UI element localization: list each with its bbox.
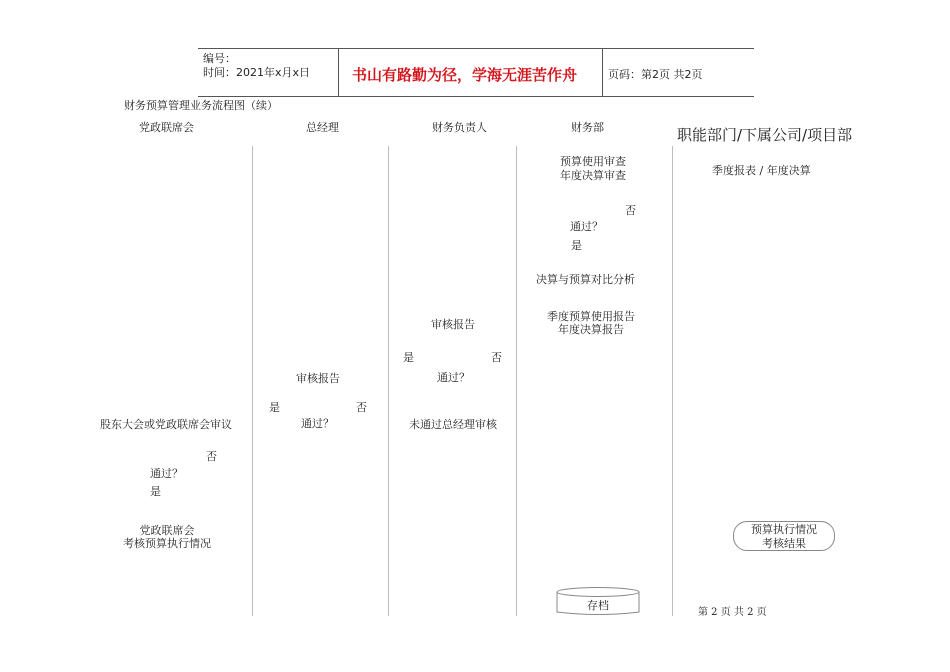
gm-no-label: 否	[356, 401, 367, 414]
archive-storage-symbol	[556, 586, 640, 618]
doc-time-label: 时间：2021年x月x日	[203, 66, 311, 79]
lane-header-finance-dept: 财务部	[571, 121, 604, 134]
page-number-label: 页码：第2页 共2页	[608, 68, 703, 81]
header-motto: 书山有路勤为径，学海无涯苦作舟	[352, 66, 578, 84]
assessment-line2: 考核预算执行情况	[123, 537, 211, 550]
quarterly-usage-report-step	[536, 310, 646, 336]
budget-review-line1: 预算使用审查	[560, 155, 626, 168]
lane-header-general-manager: 总经理	[306, 121, 339, 134]
budget-execution-assessment-step	[112, 524, 222, 550]
lane-divider-2	[388, 146, 389, 616]
assessment-result-terminator	[733, 521, 835, 551]
lane-header-party-committee: 党政联席会	[139, 121, 194, 134]
assessment-result-line2: 考核结果	[762, 537, 806, 550]
budget-review-step	[545, 155, 641, 183]
lane-divider-4	[672, 146, 673, 616]
assessment-result-line1: 预算执行情况	[751, 523, 817, 536]
shareholder-meeting-review-step: 股东大会或党政联席会审议	[100, 418, 232, 431]
gm-review-step: 审核报告	[296, 372, 340, 385]
doc-number-label: 编号：	[203, 52, 236, 65]
quarterly-report-step: 季度报表 / 年度决算	[712, 164, 811, 177]
header-divider-2	[602, 48, 603, 96]
finance-dept-no-label: 否	[625, 204, 636, 217]
header-top-rule	[198, 48, 754, 49]
header-divider-1	[338, 48, 339, 96]
budget-review-line2: 年度决算审查	[560, 169, 626, 182]
finance-head-review-step: 审核报告	[431, 318, 475, 331]
party-yes-label: 是	[150, 485, 161, 498]
gm-decision: 通过？	[301, 417, 334, 430]
gm-rejection-note: 未通过总经理审核	[409, 418, 497, 431]
usage-report-line2: 年度决算报告	[558, 323, 624, 336]
lane-header-functional-depts: 职能部门/下属公司/项目部	[677, 126, 853, 144]
lane-header-finance-head: 财务负责人	[432, 121, 487, 134]
lane-divider-1	[252, 146, 253, 616]
header-bottom-rule	[198, 96, 754, 97]
finance-head-no-label: 否	[491, 351, 502, 364]
usage-report-line1: 季度预算使用报告	[547, 310, 635, 323]
footer-page-number: 第 2 页 共 2 页	[698, 607, 767, 618]
flowchart-title: 财务预算管理业务流程图（续）	[124, 99, 278, 112]
gm-yes-label: 是	[269, 401, 280, 414]
party-decision: 通过？	[150, 467, 183, 480]
lane-divider-3	[516, 146, 517, 616]
assessment-line1: 党政联席会	[139, 524, 195, 537]
finance-dept-yes-label: 是	[571, 239, 582, 252]
party-no-label: 否	[206, 450, 217, 463]
finance-head-yes-label: 是	[403, 351, 414, 364]
budget-comparison-step: 决算与预算对比分析	[536, 273, 635, 286]
archive-label: 存档	[587, 599, 609, 612]
finance-head-decision: 通过？	[437, 371, 470, 384]
finance-dept-decision: 通过？	[570, 220, 603, 233]
